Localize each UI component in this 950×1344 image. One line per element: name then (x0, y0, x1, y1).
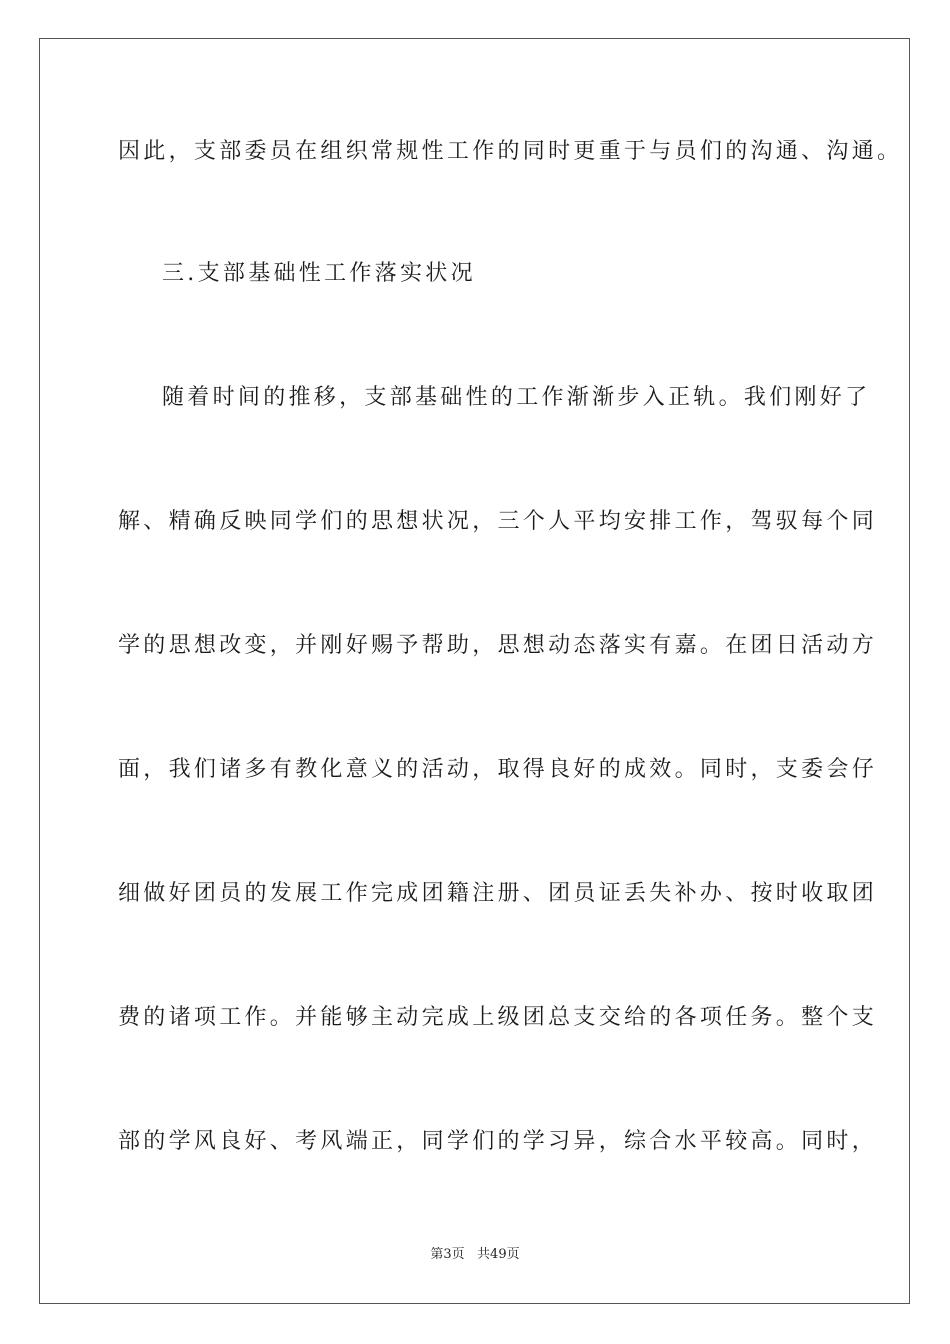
paragraph-line: 因此，支部委员在组织常规性工作的同时更重于与员们的沟通、沟通。 (118, 139, 903, 164)
paragraph-line: 学的思想改变，并刚好赐予帮助，思想动态落实有嘉。在团日活动方 (118, 633, 878, 658)
paragraph-line: 解、精确反映同学们的思想状况，三个人平均安排工作，驾驭每个同 (118, 509, 878, 534)
paragraph-line: 部的学风良好、考风端正，同学们的学习异，综合水平较高。同时， (118, 1129, 878, 1154)
section-heading: 三.支部基础性工作落实状况 (162, 261, 476, 286)
page-number-footer: 第3页 共49页 (430, 1247, 520, 1262)
page-border (39, 38, 910, 1304)
paragraph-line: 随着时间的推移，支部基础性的工作渐渐步入正轨。我们刚好了 (162, 385, 871, 410)
paragraph-line: 细做好团员的发展工作完成团籍注册、团员证丢失补办、按时收取团 (118, 881, 878, 906)
paragraph-line: 面，我们诸多有教化意义的活动，取得良好的成效。同时，支委会仔 (118, 757, 878, 782)
paragraph-line: 费的诸项工作。并能够主动完成上级团总支交给的各项任务。整个支 (118, 1005, 878, 1030)
